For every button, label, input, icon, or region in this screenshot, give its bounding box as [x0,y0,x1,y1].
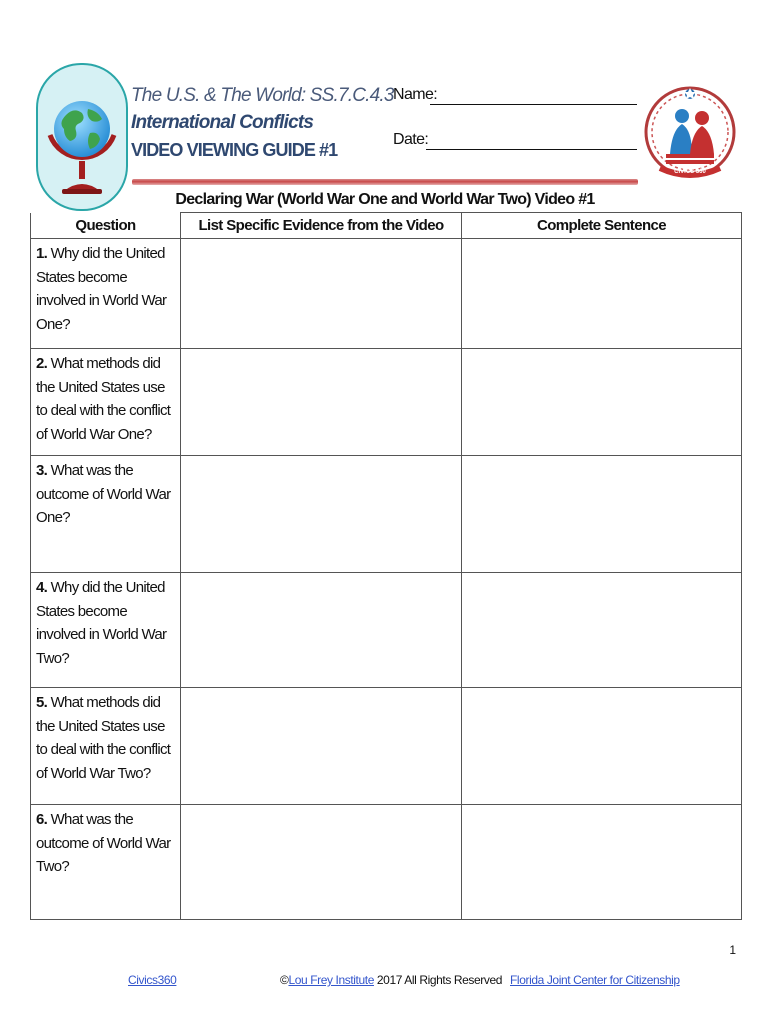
rights-text: 2017 All Rights Reserved [373,973,503,987]
page-number: 1 [729,943,736,957]
question-number: 6. [36,811,48,828]
civics360-link[interactable]: Civics360 [128,973,177,987]
subtitle: The U.S. & The World: SS.7.C.4.3 [131,85,394,106]
name-field[interactable] [430,104,637,105]
page-title: International Conflicts [131,112,314,133]
table-row [31,688,742,805]
fjcc-link[interactable]: Florida Joint Center for Citizenship [510,973,680,987]
evidence-cell[interactable] [181,573,462,688]
question-text: Why did the United States become involved in World War One? [36,245,167,333]
question-cell [31,456,181,573]
question-number: 3. [36,462,48,479]
question-cell [31,573,181,688]
name-label: Name: [393,86,438,103]
question-cell [31,688,181,805]
question-text: What was the outcome of World War Two? [36,811,171,875]
question-text: What methods did the United States use to deal with the conflict of World War One? [36,355,171,443]
question-number: 1. [36,245,48,262]
table-row [31,456,742,573]
copyright-notice [280,973,502,987]
evidence-cell[interactable] [181,456,462,573]
lou-frey-institute-link[interactable]: Lou Frey Institute [288,973,374,987]
guide-title: VIDEO VIEWING GUIDE #1 [131,140,338,160]
table-row [31,239,742,349]
evidence-cell[interactable] [181,239,462,349]
sentence-cell[interactable] [462,805,742,920]
seal-text: CIVICS 360 [674,169,706,175]
globe-logo [36,63,128,211]
date-field[interactable] [426,149,637,150]
table-row [31,805,742,920]
date-label: Date: [393,131,429,148]
question-text: What methods did the United States use to deal with the conflict of World War Two? [36,694,171,782]
table-row [31,573,742,688]
evidence-cell[interactable] [181,805,462,920]
question-text: Why did the United States become involved in World War Two? [36,579,167,667]
question-cell [31,349,181,456]
column-header-sentence: Complete Sentence [462,213,742,239]
sentence-cell[interactable] [462,688,742,805]
question-number: 5. [36,694,48,711]
column-header-evidence: List Specific Evidence from the Video [181,213,462,239]
question-cell [31,239,181,349]
document-heading: Declaring War (World War One and World War Two) Video #1 [175,191,595,208]
question-number: 2. [36,355,48,372]
sentence-cell[interactable] [462,456,742,573]
sentence-cell[interactable] [462,573,742,688]
sentence-cell[interactable] [462,239,742,349]
table-row [31,349,742,456]
question-text: What was the outcome of World War One? [36,462,171,526]
question-number: 4. [36,579,48,596]
header-divider [132,179,638,185]
viewing-guide-table [30,212,742,920]
copyright-symbol: © [280,973,289,987]
table-header-row [31,213,742,239]
question-cell [31,805,181,920]
sentence-cell[interactable] [462,349,742,456]
evidence-cell[interactable] [181,349,462,456]
evidence-cell[interactable] [181,688,462,805]
civics360-seal [644,64,736,202]
column-header-question: Question [31,213,181,239]
